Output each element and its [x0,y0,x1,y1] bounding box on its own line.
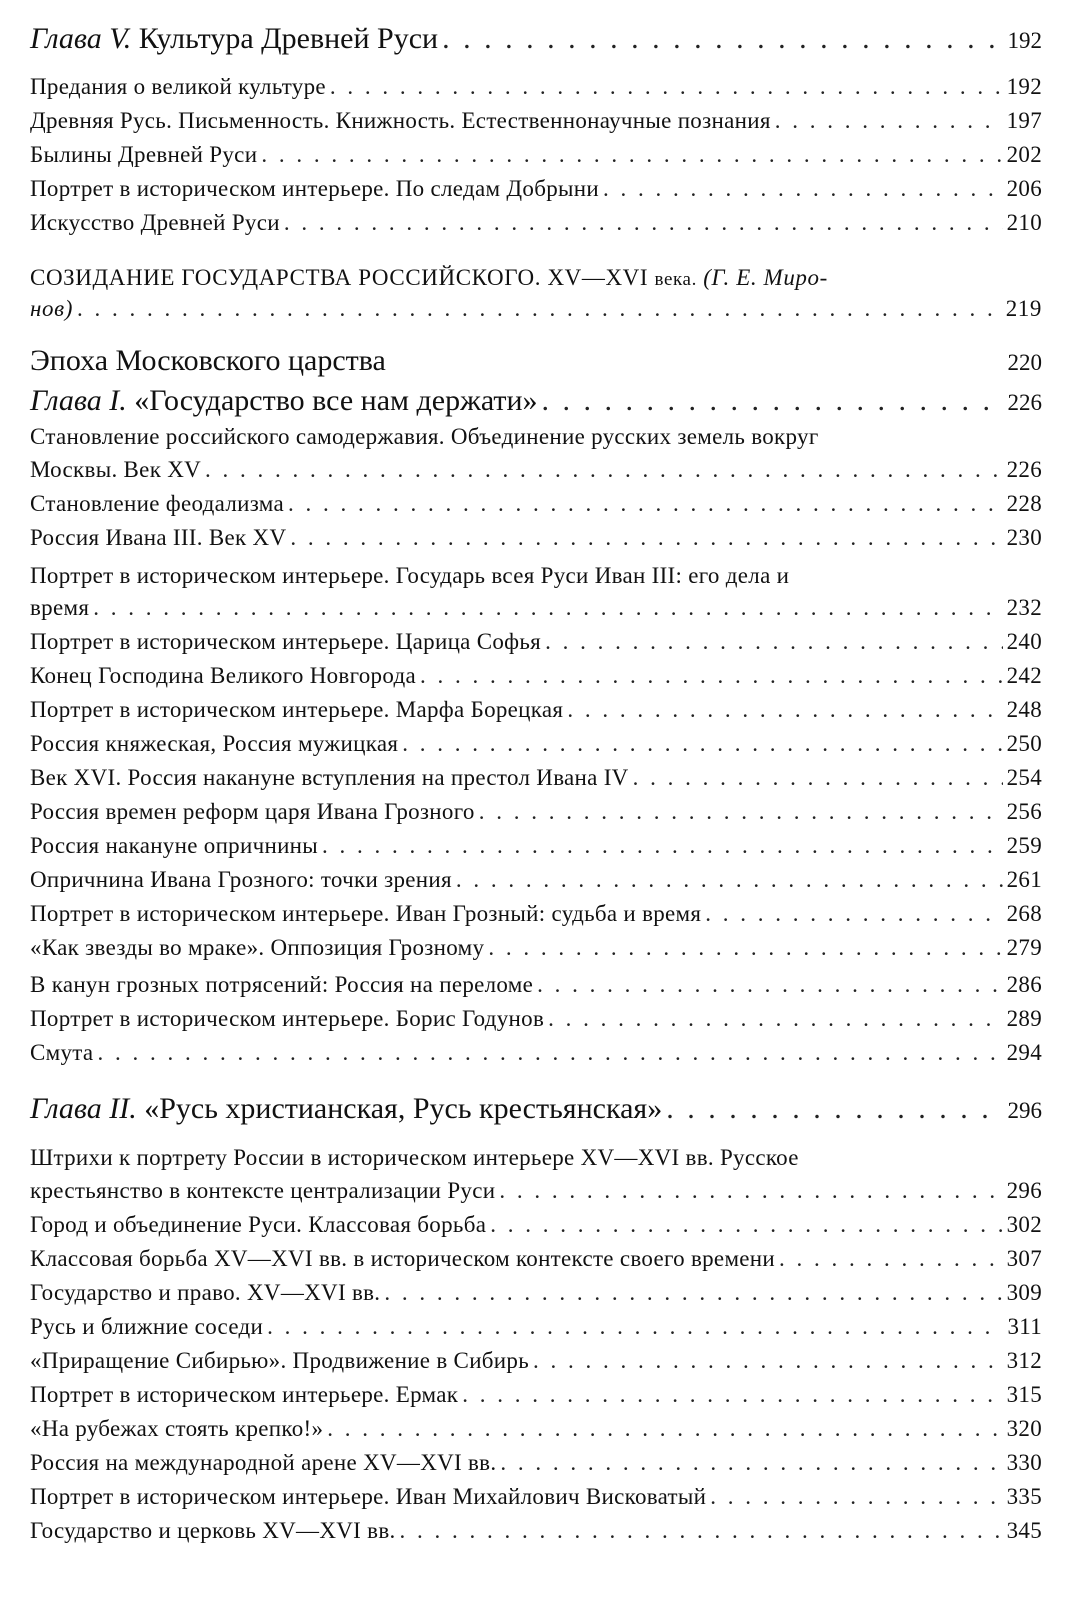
toc-entry[interactable] [30,731,1042,757]
entry-title: Опричнина Ивана Грозного: точки зрения [30,867,452,892]
entry-title: Россия Ивана III. Век XV [30,525,287,550]
section-author-cont: нов) [30,296,73,321]
chapter-heading[interactable] [30,22,1042,56]
toc-entry[interactable] [30,210,1042,236]
dot-leader [542,384,1004,418]
toc-entry[interactable] [30,1212,1042,1238]
entry-title: Конец Господина Великого Новгорода [30,663,416,688]
dot-leader [567,697,1002,723]
entry-title: Портрет в историческом интерьере. Царица Софья [30,629,542,654]
entry-title: Портрет в историческом интерьере. Марфа Борецкая [30,697,564,722]
page-number: 294 [1006,1040,1042,1065]
entry-title: Смута [30,1040,94,1065]
entry-title: Портрет в историческом интерьере. Государь всея Руси Иван III: его дела и [30,563,790,588]
dot-leader [537,972,1002,998]
entry-title: Штрихи к портрету России в историческом интерьере XV—XVI вв. Русское [30,1145,799,1170]
toc-entry[interactable] [30,1450,1042,1476]
toc-entry[interactable] [30,799,1042,825]
page-number: 330 [1006,1450,1042,1475]
page-number: 302 [1006,1212,1042,1237]
page-number: 309 [1006,1280,1042,1305]
page-number: 286 [1006,972,1042,997]
era-heading[interactable] [30,344,1042,378]
page-number: 254 [1006,765,1042,790]
toc-entry[interactable] [30,1280,1042,1306]
toc-entry-line1[interactable] [30,563,1042,589]
dot-leader [400,1518,1003,1544]
toc-entry[interactable] [30,595,1042,621]
dot-leader [633,765,1003,791]
toc-entry[interactable] [30,1416,1042,1442]
dot-leader [442,22,1003,56]
page-number: 289 [1006,1006,1042,1031]
entry-title: Россия накануне опричнины [30,833,319,858]
page-number: 320 [1006,1416,1042,1441]
toc-entry[interactable] [30,176,1042,202]
toc-entry[interactable] [30,972,1042,998]
page-number: 311 [1007,1314,1042,1339]
entry-title: Россия княжеская, Россия мужицкая [30,731,399,756]
toc-entry[interactable] [30,142,1042,168]
entry-title: Век XVI. Россия накануне вступления на престол Ивана IV [30,765,629,790]
toc-entry-line1[interactable] [30,424,1042,450]
entry-title: время [30,595,90,620]
dot-leader [488,935,1002,961]
dot-leader [261,142,1002,168]
entry-title: Государство и церковь XV—XVI вв. [30,1518,396,1543]
chapter-heading[interactable] [30,384,1042,418]
page-number: 206 [1006,176,1042,201]
entry-title: Портрет в историческом интерьере. Иван Грозный: судьба и время [30,901,702,926]
page-number: 268 [1006,901,1042,926]
page-number: 210 [1006,210,1042,235]
dot-leader [77,296,1002,322]
dot-leader [705,901,1002,927]
toc-entry[interactable] [30,901,1042,927]
toc-entry[interactable] [30,629,1042,655]
page-number: 259 [1006,833,1042,858]
toc-entry[interactable] [30,1382,1042,1408]
page-number: 240 [1006,629,1042,654]
dot-leader [462,1382,1002,1408]
entry-title: «На рубежах стоять крепко!» [30,1416,324,1441]
entry-title: Классовая борьба XV—XVI вв. в историческом контексте своего времени [30,1246,776,1271]
dot-leader [710,1484,1002,1510]
entry-title: Былины Древней Руси [30,142,258,167]
dot-leader [402,731,1002,757]
page-number: 307 [1006,1246,1042,1271]
page-number: 220 [1007,350,1042,375]
entry-title: Становление феодализма [30,491,285,516]
chapter-title: Культура Древней Руси [138,22,439,55]
section-heading-line2[interactable] [30,296,1042,322]
toc-entry[interactable] [30,1178,1042,1204]
page-number: 230 [1006,525,1042,550]
toc-entry[interactable] [30,491,1042,517]
page-number: 232 [1006,595,1042,620]
entry-title: Предания о великой культуре [30,74,326,99]
dot-leader [288,491,1003,517]
page-number: 226 [1007,390,1042,415]
entry-title: Россия на международной арене XV—XVI вв. [30,1450,497,1475]
dot-leader [284,210,1003,236]
dot-leader [775,108,1003,134]
dot-leader [97,1040,1002,1066]
toc-entry[interactable] [30,1484,1042,1510]
dot-leader [545,629,1003,655]
page-number: 315 [1006,1382,1042,1407]
dot-leader [548,1006,1002,1032]
dot-leader [205,457,1003,483]
dot-leader [420,663,1003,689]
dot-leader [533,1348,1003,1374]
page-number: 202 [1006,142,1042,167]
page-number: 279 [1006,935,1042,960]
dot-leader [290,525,1002,551]
page-number: 226 [1006,457,1042,482]
entry-title: Россия времен реформ царя Ивана Грозного [30,799,475,824]
toc-entry[interactable] [30,663,1042,689]
toc-entry[interactable] [30,935,1042,961]
page-number: 197 [1006,108,1042,133]
toc-entry[interactable] [30,457,1042,483]
page-number: 248 [1006,697,1042,722]
chapter-title: «Государство все нам держати» [134,384,538,417]
dot-leader [500,1450,1002,1476]
chapter-title: «Русь христианская, Русь крестьянская» [144,1092,663,1125]
page-number: 261 [1006,867,1042,892]
section-title: СОЗИДАНИЕ ГОСУДАРСТВА РОССИЙСКОГО. XV—XVI [30,265,649,290]
toc-entry[interactable] [30,765,1042,791]
toc-entry[interactable] [30,1006,1042,1032]
entry-title: Искусство Древней Руси [30,210,280,235]
toc-entry[interactable] [30,1246,1042,1272]
page-number: 192 [1006,74,1042,99]
section-author: (Г. Е. Миро- [703,265,828,290]
dot-leader [479,799,1003,825]
entry-title: Портрет в историческом интерьере. По следам Добрыни [30,176,599,201]
dot-leader [384,1280,1002,1306]
dot-leader [499,1178,1002,1204]
toc-entry-line1[interactable] [30,1145,1042,1171]
section-suffix: века. [654,269,697,290]
chapter-label: Глава V. [30,22,132,55]
page-number: 242 [1006,663,1042,688]
entry-title: Портрет в историческом интерьере. Ермак [30,1382,459,1407]
entry-title: Становление российского самодержавия. Объединение русских земель вокруг [30,424,819,449]
era-title: Эпоха Московского царства [30,344,386,377]
entry-title: Город и объединение Руси. Классовая борьба [30,1212,487,1237]
toc-entry[interactable] [30,525,1042,551]
page-number: 335 [1006,1484,1042,1509]
dot-leader [666,1092,1003,1126]
chapter-label: Глава I. [30,384,127,417]
dot-leader [456,867,1003,893]
dot-leader [603,176,1003,202]
dot-leader [779,1246,1003,1272]
page-number: 192 [1007,28,1042,53]
toc-entry[interactable] [30,108,1042,134]
page-number: 250 [1006,731,1042,756]
dot-leader [267,1314,1003,1340]
entry-title: Древняя Русь. Письменность. Книжность. Естественнонаучные познания [30,108,771,133]
page-number: 296 [1007,1098,1042,1123]
dot-leader [93,595,1002,621]
entry-title: Русь и ближние соседи [30,1314,264,1339]
dot-leader [490,1212,1002,1238]
toc-entry[interactable] [30,74,1042,100]
toc-entry[interactable] [30,1040,1042,1066]
toc-entry[interactable] [30,1348,1042,1374]
toc-entry[interactable] [30,1518,1042,1544]
page-number: 228 [1006,491,1042,516]
entry-title: В канун грозных потрясений: Россия на переломе [30,972,534,997]
page-number: 219 [1005,296,1042,321]
page-number: 345 [1006,1518,1042,1543]
toc-entry[interactable] [30,867,1042,893]
chapter-label: Глава II. [30,1092,137,1125]
entry-title: «Приращение Сибирью». Продвижение в Сибирь [30,1348,530,1373]
dot-leader [327,1416,1002,1442]
section-heading-line1[interactable] [30,265,1042,291]
toc-entry[interactable] [30,833,1042,859]
entry-title: Государство и право. XV—XVI вв. [30,1280,381,1305]
page-number: 256 [1006,799,1042,824]
chapter-heading[interactable] [30,1092,1042,1126]
entry-title: Москвы. Век XV [30,457,202,482]
entry-title: «Как звезды во мраке». Оппозиция Грозному [30,935,485,960]
entry-title: крестьянство в контексте централизации Руси [30,1178,496,1203]
dot-leader [330,74,1003,100]
dot-leader [322,833,1003,859]
page-number: 296 [1006,1178,1042,1203]
entry-title: Портрет в историческом интерьере. Борис Годунов [30,1006,545,1031]
entry-title: Портрет в историческом интерьере. Иван Михайлович Висковатый [30,1484,707,1509]
page-number: 312 [1006,1348,1042,1373]
toc-entry[interactable] [30,1314,1042,1340]
toc-entry[interactable] [30,697,1042,723]
